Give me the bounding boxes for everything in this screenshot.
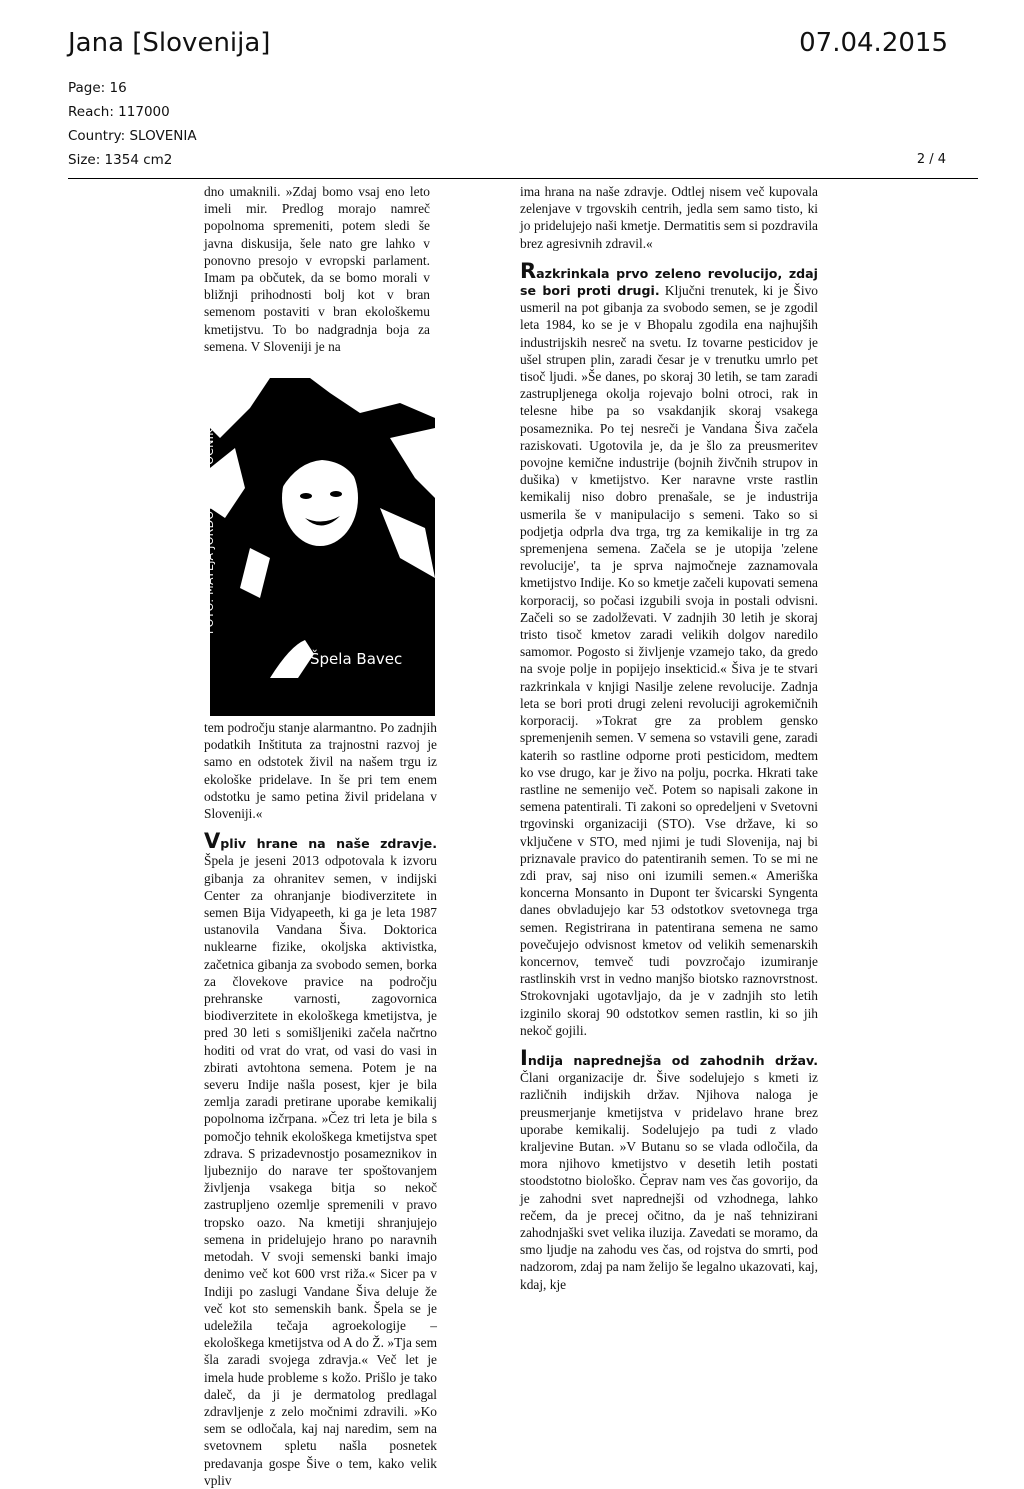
meta-reach: Reach: 117000	[68, 104, 170, 120]
paragraph-text: Ključni trenutek, ki je Šivo usmeril na pot gibanja za svobodo semen, se je zgodil leta 1984, ko se je v Bhopalu zgodila ena najhujših industrijskih nesreč na svetu. Iz tovarne pesticidov je ušel strupen plin, zaradi česar je v trenutku umrlo pet tisoč ljudi. »Še danes, po skoraj 30 letih, se tam zaradi zastrupljenega okolja rojevajo bolni otroci, rak in telesne hibe pa so vsakdanjik skoraj vsakega posameznika. Po tej nesreči je Vandana Šiva začela raziskovati. Ugotovila je, da je šlo za preusmeritev povojne kemične industrije (bojnih živčnih strupov in dušika) v kmetijstvo. Ker naravne vrste rastlin kemikalij niso dobro prenašale, se je industrija usmerila še v manipulacijo s semeni. Tako so si podjetja odprla dva trga, trg za kemikalije in trg za spremenjena semena. Začela se je utopija 'zelene revolucije', ta je sprva najmočneje zaznamovala kmetijstvo Indije. Ko so kmetje začeli kupovati semena korporacij, so počasi izgubili svoja in postali odvisni. Začeli so se zadolževati. V zadnjih 30 letih je skoraj tristo tisoč kmetov zaradi velikih dolgov naredilo samomor. Pogosto si življenje vzamejo tako, da gredo na svoje polje in popijejo insekticid.« Šiva je te stvari razkrinkala v knjigi Nasilje zelene revolucije. Zadnja leta se bori proti drugi zeleni revoluciji agrokemičnih korporacij. »Tokrat gre za problem gensko spremenjenih semen. V semena so vstavili gene, zaradi katerih so rastline odporne proti pesticidom, medtem ko vse drugo, kar je živo na polju, pocrka. Hkrati take rastline ne semenijo več. Potem so napisali zakone in semena patentirali. Ti zakoni so opredeljeni v Svetovni trgovinski organizaciji (STO). Vse države, ki so vključene v STO, med njimi je tudi Slovenija, naj bi priznavale pravico do patentiranih semen. To se mi ne zdi prav, saj niso oni izumili semen.« Ameriška koncerna Monsanto in Dupont ter švicarski Syngenta danes obvladujejo kar 53 odstotkov svetovnega trga semen. Registrirana in patentirana semena ne samo povečujejo odvisnost kmetov od velikih semenarskih koncernov, temveč tudi povzročajo izumiranje rastlinskih vrst in vedno manjšo biotsko raznovrstnost. Strokovnjaki ugotavljajo, da je v zadnjih sto letih izginilo skoraj 90 odstotkov semen rastlin, ki so jih nekoč gojili.	[520, 283, 818, 1038]
paragraph-text: Člani organizacije dr. Šive sodelujejo s kmeti iz različnih indijskih držav. Njihova naloga je preusmerjanje kmetijstva v pridelavo hrane brez uporabe kemikalij. Sodelujejo pa tudi z vlado kraljevine Butan. »V Butanu so se vlada odločila, da mora njihovo kmetijstvo v desetih letih postati stoodstotno biološko. Čeprav nam ves čas govorijo, da je zahodni svet naprednejši od vzhodnega, lahko rečem, da je precej očitno, da je naš tehnizirani zahodnjaški svet velika iluzija. Zavedati se moramo, da smo ljudje na zahodu ves čas, od rojstva do smrti, pod nadzorom, zdaj pa nam želijo še legalno ukazovati, kaj, kdaj, kje	[520, 1070, 818, 1292]
subheading-initial: I	[520, 1045, 528, 1070]
meta-page: Page: 16	[68, 80, 127, 96]
paragraph	[520, 1045, 818, 1293]
left-column-bottom	[204, 719, 437, 1489]
photo-credit: FOTO: MATEJA JORDOVIČ POTOČNIK	[203, 428, 216, 634]
publication-date: 07.04.2015	[799, 28, 948, 58]
publication-title: Jana [Slovenija]	[68, 28, 271, 58]
right-column	[520, 183, 818, 1293]
meta-size: Size: 1354 cm2	[68, 152, 173, 168]
meta-country: Country: SLOVENIA	[68, 128, 197, 144]
photo-caption: Špela Bavec	[310, 650, 403, 668]
subheading-initial: R	[520, 258, 537, 283]
page-count: 2 / 4	[916, 152, 946, 167]
subheading	[520, 1045, 818, 1070]
paragraph: dno umaknili. »Zdaj bomo vsaj eno leto imeli mir. Predlog morajo namreč popolnoma spremeniti, potem sledi še javna diskusija, šele nato gre lahko v ponovno presojo v evropski parlament. Imam pa občutek, da se bomo morali v bližnji prihodnosti bolj kot v bran semenom postaviti v bran ekološkemu kmetijstvu. To bo nadgradnja boja za semena. V Sloveniji je na	[204, 184, 430, 354]
paragraph: ima hrana na naše zdravje. Odtlej nisem več kupovala zelenjave v trgovskih centrih, jedla sem samo tisto, ki jo pridelujejo naši kmetje. Dermatitis sem si pozdravila brez agresivnih zdravil.«	[520, 184, 818, 251]
left-column-top	[204, 183, 430, 355]
paragraph	[204, 829, 437, 1489]
paragraph: tem področju stanje alarmantno. Po zadnjih podatkih Inštituta za trajnostni razvoj je samo en odstotek živil na našem trgu iz ekološke pridelave. In še pri tem enem odstotku je samo petina živil pridelana v Sloveniji.«	[204, 720, 437, 822]
subheading-text: ndija naprednejša od zahodnih držav.	[527, 1052, 818, 1068]
subheading-text: azkrinkala prvo zeleno revolucijo, zdaj se bori proti drugi.	[520, 265, 818, 299]
subheading-text: pliv hrane na naše zdravje.	[220, 836, 437, 852]
paragraph	[520, 258, 818, 1039]
subheading	[204, 829, 437, 854]
portrait-photo	[203, 378, 435, 716]
subheading-initial: V	[204, 829, 221, 854]
paragraph-text: Špela je jeseni 2013 odpotovala k izvoru gibanja za ohranitev semen, v indijski Center za ohranjanje biodiverzitete in semen Bija Vidyapeeth, ki ga je leta 1987 ustanovila Vandana Šiva. Doktorica nuklearne fizike, okoljska aktivistka, začetnica gibanja za svobodo semen, borka za človekove pravice na področju prehranske varnosti, zagovornica biodiverzitete in ekološkega kmetijstva, je pred 30 leti s somišljeniki začela načrtno hoditi od vrat do vrat, od vasi do vasi in zbirati avtohtona semena. Potem je na severu Indije našla posest, kjer je bila zemlja zaradi pretirane uporabe kemikalij popolnoma izčrpana. »Čez tri leta je bila s pomočjo tehnik ekološkega kmetijstva spet zdrava. S prizadevnostjo posameznikov in ljubeznijo do narave ter spoštovanjem življenja vsakega bitja so nekoč zastrupljeno ozemlje spremenili v pravo tropsko oazo. Na kmetiji shranjujejo semena in pridelujejo hrano po naravnih metodah. V svoji semenski banki imajo denimo več kot 600 vrst riža.« Sicer pa v Indiji po zaslugi Vandane Šiva deluje že več kot sto semenskih bank. Špela se je udeležila tečaja agroekologije – ekološkega kmetijstva od A do Ž. »Tja sem šla zaradi svojega zdravja.« Več let je imela hude probleme s kožo. Prišlo je tako daleč, da ji je dermatolog predlagal zdravljenje z zelo močnimi zdravili. »Ko sem se odločala, kaj naj naredim, sem na svetovnem spletu našla posnetek predavanja gospe Šive o tem, kako velik vpliv	[204, 853, 437, 1488]
header-rule	[68, 178, 978, 179]
